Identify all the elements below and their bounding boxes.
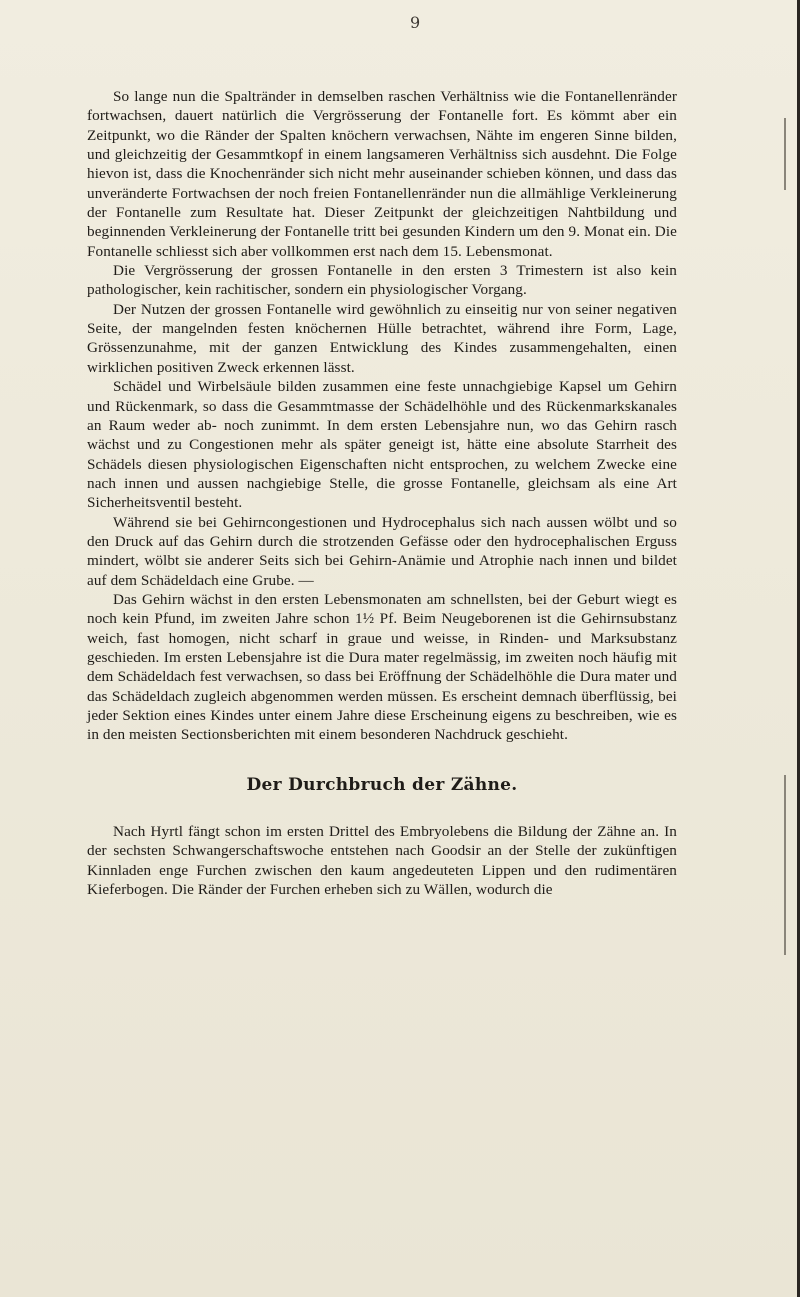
scan-mark (784, 775, 786, 955)
scan-mark (784, 118, 786, 190)
paragraph: Die Vergrösserung der grossen Fontanelle in den ersten 3 Trimestern ist also kein pathologischer, kein rachitischer, sondern ein physiologischer Vorgang. (87, 262, 677, 299)
paragraph: Schädel und Wirbelsäule bilden zusammen eine feste unnachgiebige Kapsel um Gehirn und Rückenmark, so dass die Gesammtmasse der Schädelhöhle und des Rückenmarkskanales an Raum weder ab- noch zunimmt. In dem ersten Lebensjahre nun, wo das Gehirn rasch wächst und zu Congestionen mehr als später geneigt ist, hätte eine absolute Starrheit des Schädels diesen physiologischen Eigenschaften nicht entsprochen, zu welchem Zwecke eine nach innen und aussen nachgiebige Stelle, die grosse Fontanelle, gleichsam als eine Art Sicherheitsventil besteht. (87, 378, 677, 512)
page-number: 9 (410, 13, 421, 32)
paragraph: Während sie bei Gehirncongestionen und Hydrocephalus sich nach aussen wölbt und so den Druck auf das Gehirn durch die strotzenden Gefässe oder den hydrocephalischen Erguss mindert, wölbt sie anderer Seits sich bei Gehirn-Anämie und Atrophie nach innen und bildet auf dem Schädeldach eine Grube. — (87, 513, 677, 589)
paragraph: Der Nutzen der grossen Fontanelle wird gewöhnlich zu einseitig nur von seiner negativen Seite, der mangelnden festen knöchernen Hülle betrachtet, während ihre Form, Lage, Grössenzunahme, mit der ganzen Entwicklung des Kindes zusammengehalten, einen wirklichen positiven Zweck erkennen lässt. (87, 300, 677, 376)
paragraph: Nach Hyrtl fängt schon im ersten Drittel des Embryolebens die Bildung der Zähne an. In der sechsten Schwangerschaftswoche entstehen nach Goodsir an der Stelle der zukünftigen Kinnladen enge Furchen zwischen den kaum angedeuteten Lippen und den rudimentären Kieferbogen. Die Ränder der Furchen erheben sich zu Wällen, wodurch die (87, 823, 677, 899)
paragraph: So lange nun die Spaltränder in demselben raschen Verhältniss wie die Fontanellenränder fortwachsen, dauert natürlich die Vergrösserung der Fontanelle fort. Es kömmt aber ein Zeitpunkt, wo die Ränder der Spalten knöchern verwachsen, Nähte im engeren Sinne bilden, und gleichzeitig der Gesammtkopf in einem langsameren Verhältniss sich ausdehnt. Die Folge hievon ist, dass die Knochenränder sich nicht mehr auseinander schieben können, und dass das unveränderte Fortwachsen der noch freien Fontanellenränder nun die allmählige Verkleinerung der Fontanelle zum Resultate hat. Dieser Zeitpunkt der gleichzeitigen Nahtbildung und beginnenden Verkleinerung der Fontanelle tritt bei gesunden Kindern um den 9. Monat ein. Die Fontanelle schliesst sich aber vollkommen erst nach dem 15. Lebensmonat. (87, 88, 677, 260)
section-heading: Der Durchbruch der Zähne. (246, 774, 518, 795)
body-text (87, 87, 677, 899)
paragraph: Das Gehirn wächst in den ersten Lebensmonaten am schnellsten, bei der Geburt wiegt es noch kein Pfund, im zweiten Jahre schon 1½ Pf. Beim Neugeborenen ist die Gehirnsubstanz weich, fast homogen, nicht scharf in graue und weisse, in Rinden- und Marksubstanz geschieden. Im ersten Lebensjahre ist die Dura mater regelmässig, im zweiten noch häufig mit dem Schädeldach fest verwachsen, so dass bei Eröffnung der Schädelhöhle die Dura mater und das Schädeldach zugleich abgenommen werden müssen. Es erscheint demnach überflüssig, bei jeder Sektion eines Kindes unter einem Jahre diese Erscheinung eigens zu beschreiben, wie es in den meisten Sectionsberichten mit einem besonderen Nachdruck geschieht. (87, 590, 677, 744)
